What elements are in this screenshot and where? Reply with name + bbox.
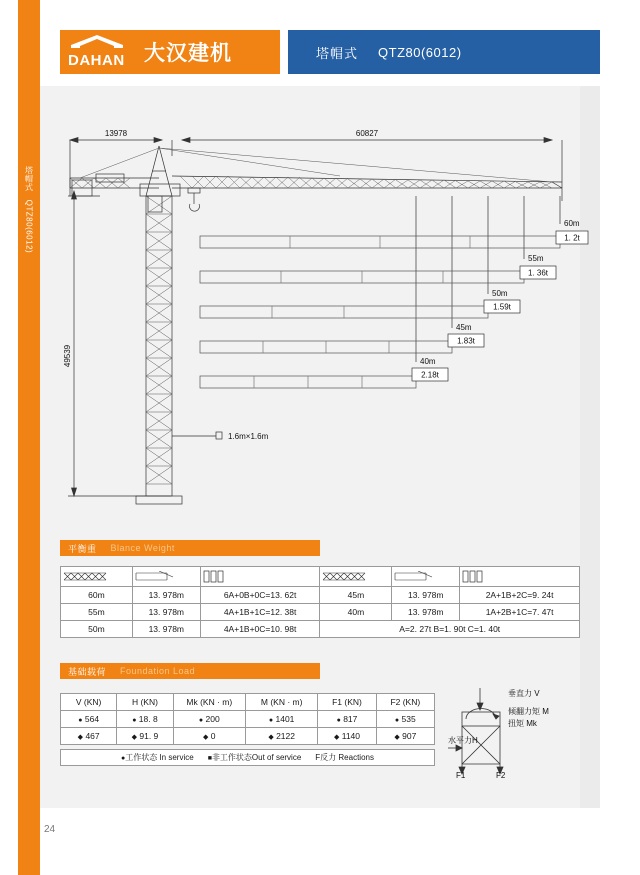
bw-right-value-2: 13. 978m: [392, 604, 460, 621]
brand-logo: [60, 30, 280, 74]
bw-left-radius-3: 50m: [61, 621, 133, 638]
bw-left-blocks-2: 4A+1B+1C=12. 38t: [200, 604, 320, 621]
table-row: [61, 587, 580, 604]
fl-r2-f1: ◆ 1140: [318, 728, 376, 745]
bw-left-radius-1: 60m: [61, 587, 133, 604]
bw-left-value-2: 13. 978m: [132, 604, 200, 621]
mast-section-label: 1.6m×1.6m: [228, 432, 269, 441]
section-foundation-load-cn: 基础载荷: [68, 666, 107, 677]
icon-cell-blocks-right: [460, 567, 580, 587]
fl-r2-v: ◆ 467: [61, 728, 117, 745]
bw-right-blocks-1: 2A+1B+2C=9. 24t: [460, 587, 580, 604]
label-overturning-moment: 倾翻力矩 M: [508, 707, 549, 716]
dim-height: 49539: [63, 344, 72, 368]
section-balance-weight-cn: 平衡重: [68, 543, 97, 554]
label-f1: F1: [456, 771, 466, 778]
radius-label-50: 50m: [492, 289, 508, 298]
header-title: [288, 30, 600, 74]
fl-r1-f2: ● 535: [376, 711, 434, 728]
bw-right-value-1: 13. 978m: [392, 587, 460, 604]
section-foundation-load-en: Foundation Load: [120, 666, 196, 676]
bw-right-blocks-2: 1A+2B+1C=7. 47t: [460, 604, 580, 621]
section-balance-weight-en: Blance Weight: [110, 543, 175, 553]
label-f2: F2: [496, 771, 506, 778]
fl-r1-h: ● 18. 8: [117, 711, 173, 728]
left-orange-strip: [18, 0, 40, 875]
bw-right-radius-2: 40m: [320, 604, 392, 621]
side-tab: [18, 140, 40, 280]
foundation-load-notes: [60, 749, 435, 766]
roof-icon: [60, 30, 134, 74]
header-f2: F2 (KN): [376, 694, 434, 711]
icon-cell-counterjib-left: [132, 567, 200, 587]
load-label-45: 1.83t: [457, 336, 475, 346]
note-reactions: F反力 Reactions: [315, 753, 374, 762]
header-mk: Mk (KN · m): [173, 694, 245, 711]
section-balance-weight: [60, 540, 320, 556]
table-row: [61, 604, 580, 621]
dim-jib: 60827: [355, 129, 379, 138]
icon-cell-jib-right: [320, 567, 392, 587]
bw-left-blocks-1: 6A+0B+0C=13. 62t: [200, 587, 320, 604]
header-h: H (KN): [117, 694, 173, 711]
bw-left-value-3: 13. 978m: [132, 621, 200, 638]
fl-r2-f2: ◆ 907: [376, 728, 434, 745]
header-v: V (KN): [61, 694, 117, 711]
foundation-load-table: [60, 693, 435, 745]
radius-label-60: 60m: [564, 219, 580, 228]
label-horizontal-force: 水平力H: [448, 736, 478, 745]
header-f1: F1 (KN): [318, 694, 376, 711]
label-torque: 扭矩 Mk: [508, 719, 537, 728]
radius-label-55: 55m: [528, 254, 544, 263]
logo-text-en: DAHAN: [68, 52, 125, 69]
bw-left-radius-2: 55m: [61, 604, 133, 621]
page-header: [60, 30, 600, 74]
table-row: [61, 621, 580, 638]
load-label-55: 1. 36t: [527, 268, 549, 278]
header-model: QTZ80(6012): [378, 44, 462, 60]
bw-right-radius-1: 45m: [320, 587, 392, 604]
balance-weight-table: [60, 566, 580, 638]
table-row: [61, 728, 435, 745]
side-tab-line1: 塔帽式: [24, 166, 34, 192]
fl-r1-mk: ● 200: [173, 711, 245, 728]
dim-counter-jib: 13978: [104, 129, 128, 138]
fl-r1-v: ● 564: [61, 711, 117, 728]
radius-label-40: 40m: [420, 357, 436, 366]
fl-r1-m: ● 1401: [245, 711, 317, 728]
bw-left-blocks-3: 4A+1B+0C=10. 98t: [200, 621, 320, 638]
load-label-40: 2.18t: [421, 370, 439, 380]
bw-left-value-1: 13. 978m: [132, 587, 200, 604]
logo-text-cn: 大汉建机: [144, 42, 232, 65]
load-label-50: 1.59t: [493, 302, 511, 312]
header-m: M (KN · m): [245, 694, 317, 711]
page-number: 24: [44, 824, 56, 835]
icon-cell-jib-left: [61, 567, 133, 587]
note-out-of-service: ■非工作状态Out of service: [207, 753, 302, 762]
table-header-row: [61, 694, 435, 711]
table-row: [61, 711, 435, 728]
bw-weight-legend: A=2. 27t B=1. 90t C=1. 40t: [320, 621, 580, 638]
note-in-service: ●工作状态 In service: [121, 753, 194, 762]
section-foundation-load: [60, 663, 320, 679]
fl-r1-f1: ● 817: [318, 711, 376, 728]
icon-cell-counterjib-right: [392, 567, 460, 587]
load-label-60: 1. 2t: [564, 233, 580, 243]
fl-r2-mk: ◆ 0: [173, 728, 245, 745]
crane-elevation-drawing: [40, 96, 600, 551]
table-header-row: [61, 567, 580, 587]
icon-cell-blocks-left: [200, 567, 320, 587]
side-tab-line2: QTZ80(6012): [24, 200, 34, 254]
foundation-force-diagram: [448, 686, 588, 778]
label-vertical-force: 垂直力 V: [508, 689, 540, 698]
header-type-label: 塔帽式: [316, 45, 359, 61]
radius-label-45: 45m: [456, 323, 472, 332]
fl-r2-h: ◆ 91. 9: [117, 728, 173, 745]
fl-r2-m: ◆ 2122: [245, 728, 317, 745]
